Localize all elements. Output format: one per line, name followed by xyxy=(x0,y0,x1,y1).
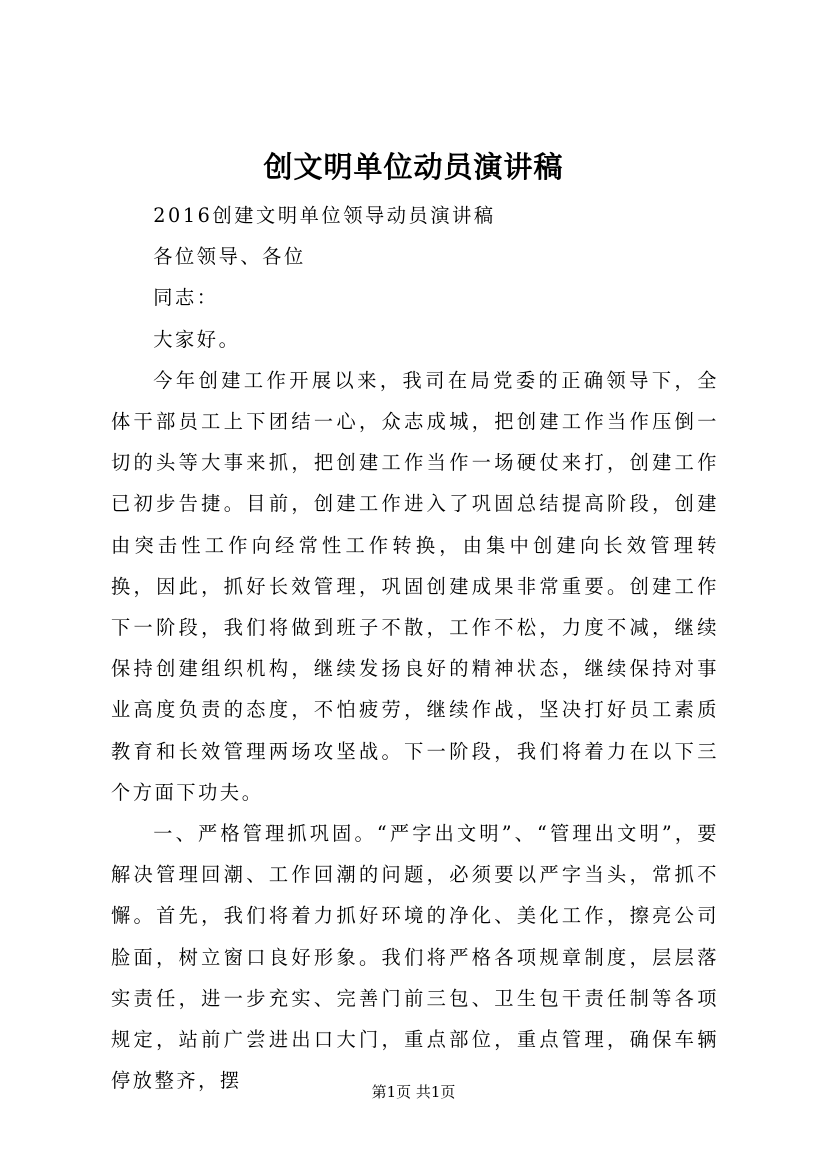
document-body xyxy=(111,195,719,1101)
salutation-paragraph: 各位领导、各位 xyxy=(153,245,306,269)
salutation-paragraph: 同志： xyxy=(153,286,219,310)
body-paragraph: 今年创建工作开展以来，我司在局党委的正确领导下，全体干部员工上下团结一心，众志成城，把创建工作当作压倒一切的头等大事来抓，把创建工作当作一场硬仗来打，创建工作已初步告捷。目前，创建工作进入了巩固总结提高阶段，创建由突击性工作向经常性工作转换，由集中创建向长效管理转换，因此，抓好长效管理，巩固创建成果非常重要。创建工作下一阶段，我们将做到班子不散，工作不松，力度不减，继续保持创建组织机构，继续发扬良好的精神状态，继续保持对事业高度负责的态度，不怕疲劳，继续作战，坚决打好员工素质教育和长效管理两场攻坚战。下一阶段，我们将着力在以下三个方面下功夫。 xyxy=(111,368,719,804)
body-paragraph: 一、严格管理抓巩固。“严字出文明”、“管理出文明”，要解决管理回潮、工作回潮的问题，必须要以严字当头，常抓不懈。首先，我们将着力抓好环境的净化、美化工作，擦亮公司脸面，树立窗口良好形象。我们将严格各项规章制度，层层落实责任，进一步充实、完善门前三包、卫生包干责任制等各项规定，站前广尝进出口大门，重点部位，重点管理，确保车辆停放整齐，摆 xyxy=(111,822,719,1093)
document-title: 创文明单位动员演讲稿 xyxy=(263,150,564,184)
page-footer: 第1页 共1页 xyxy=(371,1083,456,1101)
subtitle-paragraph: 2016创建文明单位领导动员演讲稿 xyxy=(153,204,496,227)
greeting-paragraph: 大家好。 xyxy=(153,327,241,351)
